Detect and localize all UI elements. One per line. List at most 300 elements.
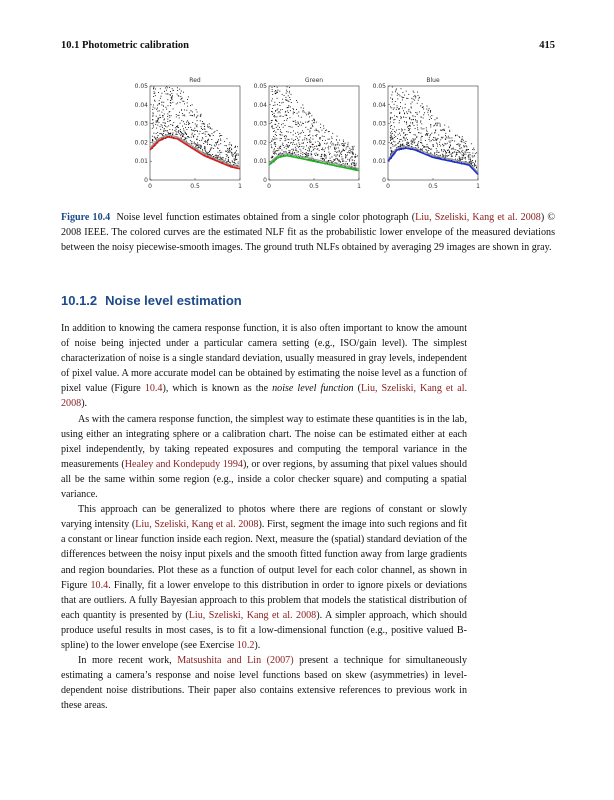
scatter-point bbox=[455, 156, 456, 157]
scatter-point bbox=[392, 87, 393, 88]
scatter-point bbox=[440, 126, 441, 127]
scatter-point bbox=[418, 98, 419, 99]
scatter-point bbox=[178, 132, 179, 133]
scatter-point bbox=[470, 158, 471, 159]
p3-citation-1[interactable]: Liu, Szeliski, Kang et al. 2008 bbox=[135, 519, 259, 531]
scatter-point bbox=[222, 159, 223, 160]
scatter-point bbox=[467, 152, 468, 153]
y-tick-label: 0 bbox=[263, 177, 267, 184]
scatter-point bbox=[347, 154, 348, 155]
scatter-point bbox=[215, 157, 216, 158]
scatter-point bbox=[304, 112, 305, 113]
scatter-point bbox=[279, 116, 280, 117]
scatter-point bbox=[157, 121, 158, 122]
scatter-point bbox=[408, 130, 409, 131]
scatter-point bbox=[310, 142, 311, 143]
p1-citation[interactable]: Liu, Szeliski, Kang et al. 2008 bbox=[61, 383, 468, 410]
scatter-point bbox=[461, 159, 462, 160]
scatter-point bbox=[165, 126, 166, 127]
scatter-point bbox=[349, 159, 350, 160]
scatter-point bbox=[277, 98, 278, 99]
scatter-point bbox=[354, 165, 355, 166]
scatter-point bbox=[154, 100, 155, 101]
scatter-point bbox=[308, 135, 309, 136]
scatter-point bbox=[414, 100, 415, 101]
scatter-point bbox=[411, 140, 412, 141]
scatter-point bbox=[279, 127, 280, 128]
scatter-point bbox=[436, 152, 437, 153]
scatter-point bbox=[300, 149, 301, 150]
p2-text-a: As with the camera response function, the simplest way to estimate these quantities is in the lab, using either an integrating sphere or a calibration chart. The noise can be estimated either at each pixel independently, by taking repeated exposures and computing the temporal variance in the measurements ( bbox=[61, 413, 467, 470]
scatter-point bbox=[451, 156, 452, 157]
scatter-point bbox=[275, 142, 276, 143]
scatter-point bbox=[356, 156, 357, 157]
scatter-point bbox=[211, 145, 212, 146]
scatter-point bbox=[274, 139, 275, 140]
scatter-point bbox=[347, 152, 348, 153]
scatter-point bbox=[345, 156, 346, 157]
scatter-point bbox=[433, 125, 434, 126]
scatter-point bbox=[392, 101, 393, 102]
scatter-point bbox=[221, 135, 222, 136]
scatter-point bbox=[343, 140, 344, 141]
scatter-point bbox=[399, 146, 400, 147]
scatter-point bbox=[449, 151, 450, 152]
scatter-point bbox=[449, 146, 450, 147]
scatter-point bbox=[287, 139, 288, 140]
scatter-point bbox=[167, 116, 168, 117]
scatter-point bbox=[192, 130, 193, 131]
scatter-point bbox=[449, 131, 450, 132]
scatter-point bbox=[472, 157, 473, 158]
scatter-point bbox=[461, 140, 462, 141]
scatter-point bbox=[275, 132, 276, 133]
scatter-point bbox=[288, 101, 289, 102]
scatter-point bbox=[307, 150, 308, 151]
p4-citation[interactable]: Matsushita and Lin (2007) bbox=[177, 655, 294, 667]
p3-text-b: ). First, segment the image into such regions and fit a constant or linear function inside each region. Next, measure the (spatial) standard deviation of the differences between the noisy input pixels and the smooth fitted function away from large gradients and region boundaries. Plot these as a function of output level for each color channel, as shown in Figure bbox=[61, 519, 467, 591]
scatter-point bbox=[309, 134, 310, 135]
figure-caption bbox=[61, 210, 555, 255]
scatter-point bbox=[189, 137, 190, 138]
scatter-point bbox=[280, 138, 281, 139]
scatter-point bbox=[431, 140, 432, 141]
scatter-point bbox=[406, 142, 407, 143]
scatter-point bbox=[272, 98, 273, 99]
scatter-point bbox=[443, 137, 444, 138]
scatter-point bbox=[445, 133, 446, 134]
scatter-point bbox=[155, 124, 156, 125]
scatter-point bbox=[395, 132, 396, 133]
scatter-point bbox=[278, 154, 279, 155]
p3-text-a: This approach can be generalized to photos where there are regions of constant or slowly varying intensity ( bbox=[61, 504, 467, 531]
scatter-point bbox=[163, 122, 164, 123]
scatter-point bbox=[188, 136, 189, 137]
scatter-point bbox=[396, 116, 397, 117]
scatter-point bbox=[295, 122, 296, 123]
scatter-point bbox=[426, 127, 427, 128]
scatter-point bbox=[153, 96, 154, 97]
scatter-point bbox=[195, 123, 196, 124]
scatter-point bbox=[155, 101, 156, 102]
scatter-point bbox=[453, 149, 454, 150]
scatter-point bbox=[411, 98, 412, 99]
p1-figure-ref[interactable]: 10.4 bbox=[144, 383, 163, 395]
scatter-point bbox=[444, 130, 445, 131]
paragraph-4 bbox=[61, 653, 467, 713]
scatter-point bbox=[288, 132, 289, 133]
scatter-point bbox=[234, 160, 235, 161]
scatter-point bbox=[280, 109, 281, 110]
scatter-point bbox=[391, 139, 392, 140]
p3-figure-ref[interactable]: 10.4 bbox=[90, 579, 109, 591]
scatter-point bbox=[293, 109, 294, 110]
scatter-point bbox=[403, 97, 404, 98]
scatter-point bbox=[456, 144, 457, 145]
scatter-point bbox=[199, 147, 200, 148]
scatter-point bbox=[278, 129, 279, 130]
scatter-point bbox=[442, 144, 443, 145]
scatter-point bbox=[178, 131, 179, 132]
scatter-point bbox=[456, 152, 457, 153]
scatter-point bbox=[390, 126, 391, 127]
scatter-point bbox=[392, 133, 393, 134]
scatter-point bbox=[302, 154, 303, 155]
scatter-point bbox=[328, 131, 329, 132]
scatter-point bbox=[182, 101, 183, 102]
scatter-point bbox=[417, 122, 418, 123]
scatter-point bbox=[287, 145, 288, 146]
scatter-point bbox=[196, 145, 197, 146]
scatter-point bbox=[280, 153, 281, 154]
scatter-point bbox=[276, 150, 277, 151]
scatter-point bbox=[421, 116, 422, 117]
scatter-point bbox=[311, 154, 312, 155]
scatter-point bbox=[333, 143, 334, 144]
scatter-point bbox=[339, 140, 340, 141]
scatter-point bbox=[214, 145, 215, 146]
scatter-point bbox=[324, 136, 325, 137]
scatter-point bbox=[274, 113, 275, 114]
scatter-point bbox=[455, 159, 456, 160]
scatter-point bbox=[298, 115, 299, 116]
scatter-point bbox=[172, 95, 173, 96]
scatter-point bbox=[462, 150, 463, 151]
page-number: 415 bbox=[539, 40, 555, 51]
scatter-point bbox=[391, 107, 392, 108]
scatter-point bbox=[440, 130, 441, 131]
scatter-point bbox=[348, 142, 349, 143]
scatter-point bbox=[286, 131, 287, 132]
scatter-point bbox=[345, 163, 346, 164]
scatter-point bbox=[406, 124, 407, 125]
scatter-point bbox=[304, 153, 305, 154]
scatter-point bbox=[324, 132, 325, 133]
scatter-point bbox=[228, 157, 229, 158]
scatter-point bbox=[320, 127, 321, 128]
scatter-point bbox=[305, 113, 306, 114]
scatter-point bbox=[339, 150, 340, 151]
scatter-point bbox=[445, 144, 446, 145]
scatter-point bbox=[293, 108, 294, 109]
scatter-point bbox=[435, 139, 436, 140]
scatter-point bbox=[305, 122, 306, 123]
scatter-point bbox=[458, 143, 459, 144]
scatter-point bbox=[298, 154, 299, 155]
scatter-point bbox=[325, 158, 326, 159]
p2-citation[interactable]: Healey and Kondepudy 1994 bbox=[124, 458, 243, 470]
x-tick-label: 0 bbox=[148, 183, 152, 190]
scatter-point bbox=[338, 147, 339, 148]
scatter-point bbox=[329, 139, 330, 140]
scatter-point bbox=[202, 133, 203, 134]
scatter-point bbox=[286, 144, 287, 145]
scatter-point bbox=[349, 160, 350, 161]
scatter-point bbox=[308, 148, 309, 149]
scatter-point bbox=[214, 132, 215, 133]
scatter-point bbox=[202, 150, 203, 151]
scatter-point bbox=[292, 144, 293, 145]
scatter-point bbox=[170, 100, 171, 101]
scatter-point bbox=[445, 143, 446, 144]
caption-citation[interactable]: Liu, Szeliski, Kang et al. 2008 bbox=[415, 212, 541, 223]
scatter-points bbox=[390, 87, 477, 173]
scatter-point bbox=[468, 149, 469, 150]
scatter-point bbox=[167, 99, 168, 100]
scatter-point bbox=[448, 155, 449, 156]
scatter-point bbox=[274, 86, 275, 87]
scatter-point bbox=[299, 144, 300, 145]
scatter-point bbox=[324, 154, 325, 155]
scatter-point bbox=[325, 148, 326, 149]
scatter-point bbox=[213, 148, 214, 149]
scatter-point bbox=[168, 105, 169, 106]
scatter-point bbox=[396, 109, 397, 110]
scatter-point bbox=[282, 143, 283, 144]
scatter-point bbox=[159, 103, 160, 104]
scatter-point bbox=[289, 152, 290, 153]
scatter-point bbox=[191, 134, 192, 135]
scatter-point bbox=[190, 127, 191, 128]
scatter-point bbox=[192, 104, 193, 105]
scatter-point bbox=[339, 156, 340, 157]
scatter-point bbox=[175, 134, 176, 135]
scatter-point bbox=[169, 112, 170, 113]
scatter-point bbox=[418, 141, 419, 142]
scatter-point bbox=[433, 146, 434, 147]
caption-text-1: Noise level function estimates obtained from a single color photograph ( bbox=[116, 212, 416, 223]
scatter-point bbox=[322, 136, 323, 137]
scatter-point bbox=[312, 135, 313, 136]
scatter-point bbox=[335, 158, 336, 159]
scatter-point bbox=[329, 154, 330, 155]
scatter-point bbox=[430, 149, 431, 150]
scatter-point bbox=[154, 93, 155, 94]
scatter-point bbox=[413, 91, 414, 92]
scatter-point bbox=[353, 148, 354, 149]
scatter-point bbox=[399, 112, 400, 113]
scatter-point bbox=[431, 118, 432, 119]
scatter-point bbox=[422, 145, 423, 146]
scatter-point bbox=[209, 123, 210, 124]
scatter-point bbox=[430, 112, 431, 113]
scatter-point bbox=[286, 120, 287, 121]
section-heading bbox=[61, 293, 555, 308]
scatter-point bbox=[183, 101, 184, 102]
scatter-point bbox=[337, 159, 338, 160]
scatter-point bbox=[275, 91, 276, 92]
scatter-point bbox=[196, 144, 197, 145]
scatter-point bbox=[317, 149, 318, 150]
scatter-point bbox=[309, 112, 310, 113]
scatter-point bbox=[158, 135, 159, 136]
scatter-point bbox=[414, 142, 415, 143]
scatter-point bbox=[405, 107, 406, 108]
scatter-point bbox=[429, 119, 430, 120]
scatter-point bbox=[330, 158, 331, 159]
scatter-point bbox=[219, 154, 220, 155]
scatter-point bbox=[462, 136, 463, 137]
scatter-point bbox=[153, 122, 154, 123]
scatter-point bbox=[280, 112, 281, 113]
scatter-point bbox=[352, 152, 353, 153]
scatter-point bbox=[408, 145, 409, 146]
scatter-point bbox=[392, 92, 393, 93]
scatter-point bbox=[415, 116, 416, 117]
scatter-point bbox=[180, 93, 181, 94]
scatter-point bbox=[399, 108, 400, 109]
scatter-point bbox=[469, 152, 470, 153]
scatter-point bbox=[232, 156, 233, 157]
scatter-point bbox=[310, 137, 311, 138]
scatter-point bbox=[201, 126, 202, 127]
scatter-point bbox=[449, 138, 450, 139]
p2-text-b: ), or over regions, by assuming that pixel values should all be the same within some region (e.g., inside a color checker square) and computing a spatial variance. bbox=[61, 458, 468, 501]
scatter-point bbox=[309, 139, 310, 140]
scatter-point bbox=[435, 123, 436, 124]
scatter-point bbox=[333, 161, 334, 162]
scatter-point bbox=[166, 94, 167, 95]
scatter-point bbox=[189, 123, 190, 124]
scatter-point bbox=[405, 134, 406, 135]
scatter-point bbox=[405, 139, 406, 140]
scatter-point bbox=[441, 149, 442, 150]
scatter-point bbox=[427, 112, 428, 113]
scatter-point bbox=[463, 155, 464, 156]
scatter-point bbox=[212, 154, 213, 155]
scatter-point bbox=[292, 153, 293, 154]
y-tick-label: 0.03 bbox=[372, 120, 386, 128]
scatter-point bbox=[212, 133, 213, 134]
scatter-point bbox=[207, 142, 208, 143]
scatter-point bbox=[189, 112, 190, 113]
scatter-point bbox=[290, 132, 291, 133]
scatter-point bbox=[325, 155, 326, 156]
scatter-point bbox=[442, 155, 443, 156]
scatter-point bbox=[193, 136, 194, 137]
scatter-point bbox=[421, 140, 422, 141]
scatter-point bbox=[199, 145, 200, 146]
scatter-point bbox=[296, 100, 297, 101]
scatter-point bbox=[465, 143, 466, 144]
scatter-point bbox=[164, 113, 165, 114]
scatter-point bbox=[428, 114, 429, 115]
scatter-point bbox=[215, 155, 216, 156]
scatter-point bbox=[301, 117, 302, 118]
p3-text-d: ). A simpler approach, which should produce useful results in most cases, is to fit a low-dimensional function (e.g., positive valued B-spline) to the lower envelope (see Exercise bbox=[61, 609, 467, 651]
scatter-point bbox=[161, 96, 162, 97]
scatter-point bbox=[442, 154, 443, 155]
scatter-point bbox=[176, 116, 177, 117]
scatter-point bbox=[390, 147, 391, 148]
p3-exercise-ref[interactable]: 10.2 bbox=[236, 639, 255, 651]
scatter-point bbox=[430, 134, 431, 135]
p1-text-b: ), which is known as the bbox=[162, 383, 273, 395]
scatter-point bbox=[216, 144, 217, 145]
scatter-point bbox=[316, 146, 317, 147]
scatter-point bbox=[295, 150, 296, 151]
scatter-point bbox=[336, 162, 337, 163]
scatter-point bbox=[293, 150, 294, 151]
scatter-point bbox=[438, 134, 439, 135]
scatter-point bbox=[422, 107, 423, 108]
scatter-point bbox=[440, 139, 441, 140]
scatter-point bbox=[461, 151, 462, 152]
scatter-point bbox=[303, 143, 304, 144]
scatter-point bbox=[177, 125, 178, 126]
scatter-point bbox=[208, 152, 209, 153]
scatter-point bbox=[205, 142, 206, 143]
scatter-point bbox=[315, 155, 316, 156]
scatter-point bbox=[441, 137, 442, 138]
scatter-point bbox=[409, 145, 410, 146]
scatter-point bbox=[309, 116, 310, 117]
scatter-point bbox=[300, 153, 301, 154]
scatter-point bbox=[191, 110, 192, 111]
p3-citation-2[interactable]: Liu, Szeliski, Kang et al. 2008 bbox=[188, 609, 317, 621]
scatter-point bbox=[177, 94, 178, 95]
scatter-point bbox=[182, 98, 183, 99]
scatter-point bbox=[462, 141, 463, 142]
scatter-point bbox=[202, 138, 203, 139]
scatter-point bbox=[430, 124, 431, 125]
scatter-point bbox=[302, 123, 303, 124]
scatter-point bbox=[294, 112, 295, 113]
scatter-point bbox=[286, 90, 287, 91]
scatter-point bbox=[418, 95, 419, 96]
scatter-point bbox=[401, 88, 402, 89]
scatter-point bbox=[393, 119, 394, 120]
scatter-point bbox=[402, 145, 403, 146]
scatter-point bbox=[271, 140, 272, 141]
scatter-point bbox=[343, 141, 344, 142]
scatter-point bbox=[192, 133, 193, 134]
scatter-point bbox=[306, 145, 307, 146]
scatter-point bbox=[403, 133, 404, 134]
scatter-point bbox=[293, 121, 294, 122]
scatter-point bbox=[236, 159, 237, 160]
scatter-point bbox=[272, 87, 273, 88]
y-tick-label: 0.04 bbox=[134, 101, 148, 109]
scatter-point bbox=[459, 156, 460, 157]
scatter-point bbox=[179, 112, 180, 113]
scatter-point bbox=[408, 142, 409, 143]
scatter-point bbox=[391, 134, 392, 135]
scatter-point bbox=[153, 107, 154, 108]
scatter-point bbox=[271, 120, 272, 121]
scatter-point bbox=[434, 153, 435, 154]
scatter-point bbox=[159, 110, 160, 111]
